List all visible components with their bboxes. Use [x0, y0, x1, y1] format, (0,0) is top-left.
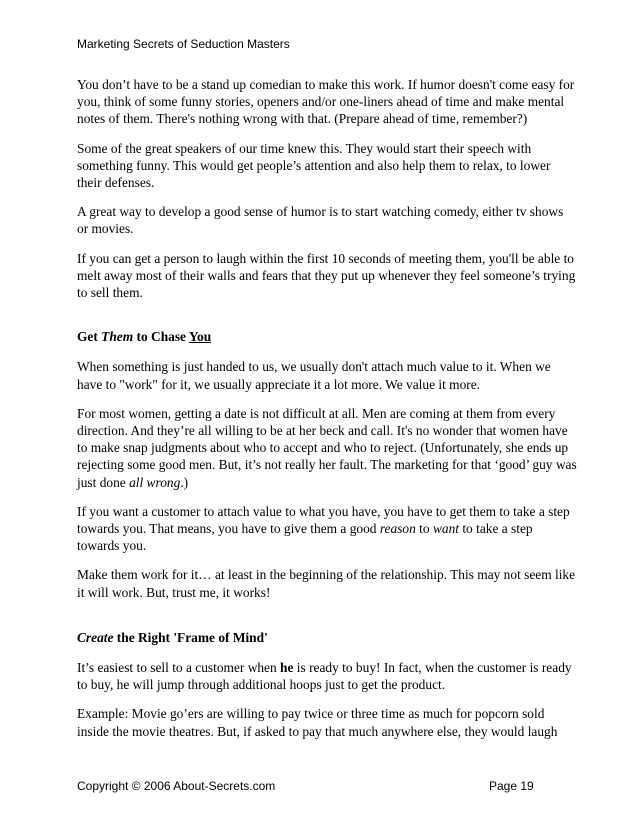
bold-text: he [280, 660, 294, 676]
footer-copyright: Copyright © 2006 About-Secrets.com [77, 779, 276, 793]
paragraph-customer-value [77, 503, 577, 555]
heading-text: Get [77, 329, 102, 345]
running-footer [77, 779, 557, 793]
paragraph-great-speakers: Some of the great speakers of our time knew this. They would start their speech with something funny. This would get people’s attention and also help them to relax, to lower their defenses. [77, 140, 551, 191]
page-body [77, 76, 577, 752]
paragraph-movie-popcorn: Example: Movie go’ers are willing to pay twice or three time as much for popcorn sold inside the movie theatres. But, if asked to pay that much anywhere else, they would laugh [77, 706, 558, 739]
heading-text: the Right 'Frame of Mind' [113, 629, 268, 645]
paragraph-text: If you want a customer to attach value to what you have, you have to get them to take a step towards you. That means, you have to give them a good [77, 503, 570, 537]
heading-emphasis: Them [101, 329, 134, 345]
emphasis-text: reason [379, 521, 416, 537]
paragraph-text: It’s easiest to sell to a customer when [77, 660, 281, 676]
heading-emphasis: Create [77, 629, 114, 645]
heading-get-them-to-chase-you [77, 328, 577, 345]
paragraph-laugh-ten-seconds: If you can get a person to laugh within the first 10 seconds of meeting them, you'll be able to melt away most of their walls and fears that they put up whenever they feel someone’s trying to sell them. [77, 250, 576, 301]
paragraph-text: For most women, getting a date is not difficult at all. Men are coming at them from every direction. And they’re all willing to be at her beck and call. It's no wonder that women have to make snap judgments about who to accept and who to reject. (Unfortunately, she ends up rejecting some good men. But, it’s not really her fault. The marketing for that ‘good’ guy was just done [77, 405, 577, 490]
paragraph-text: to take a step towards you. [77, 521, 533, 554]
paragraph-handed-to-us: When something is just handed to us, we usually don't attach much value to it. When we have to "work" for it, we usually appreciate it a lot more. We value it more. [77, 359, 551, 392]
paragraph-humor-prep: You don’t have to be a stand up comedian to make this work. If humor doesn't come easy for you, think of some funny stories, openers and/or one-liners ahead of time and make mental notes of them. There's nothing wrong with that. (Prepare ahead of time, remember?) [77, 77, 575, 127]
heading-create-frame-of-mind [77, 629, 577, 646]
heading-text: to Chase [133, 329, 189, 345]
heading-underlined: You [188, 329, 212, 345]
paragraph-most-women [77, 405, 577, 491]
page-number: Page 19 [489, 779, 534, 793]
paragraph-make-them-work: Make them work for it… at least in the beginning of the relationship. This may not seem like it will work. But, trust me, it works! [77, 567, 576, 600]
paragraph-text: is ready to buy! In fact, when the customer is ready to buy, he will jump through additional hoops just to get the product. [77, 660, 572, 693]
emphasis-text: want [432, 521, 459, 537]
paragraph-ready-to-buy [77, 659, 577, 693]
paragraph-text: to [415, 521, 433, 537]
paragraph-text: .) [180, 474, 189, 490]
emphasis-text: all wrong [129, 474, 181, 490]
paragraph-watch-comedy: A great way to develop a good sense of humor is to start watching comedy, either tv shows or movies. [77, 204, 564, 237]
running-header: Marketing Secrets of Seduction Masters [77, 37, 290, 51]
